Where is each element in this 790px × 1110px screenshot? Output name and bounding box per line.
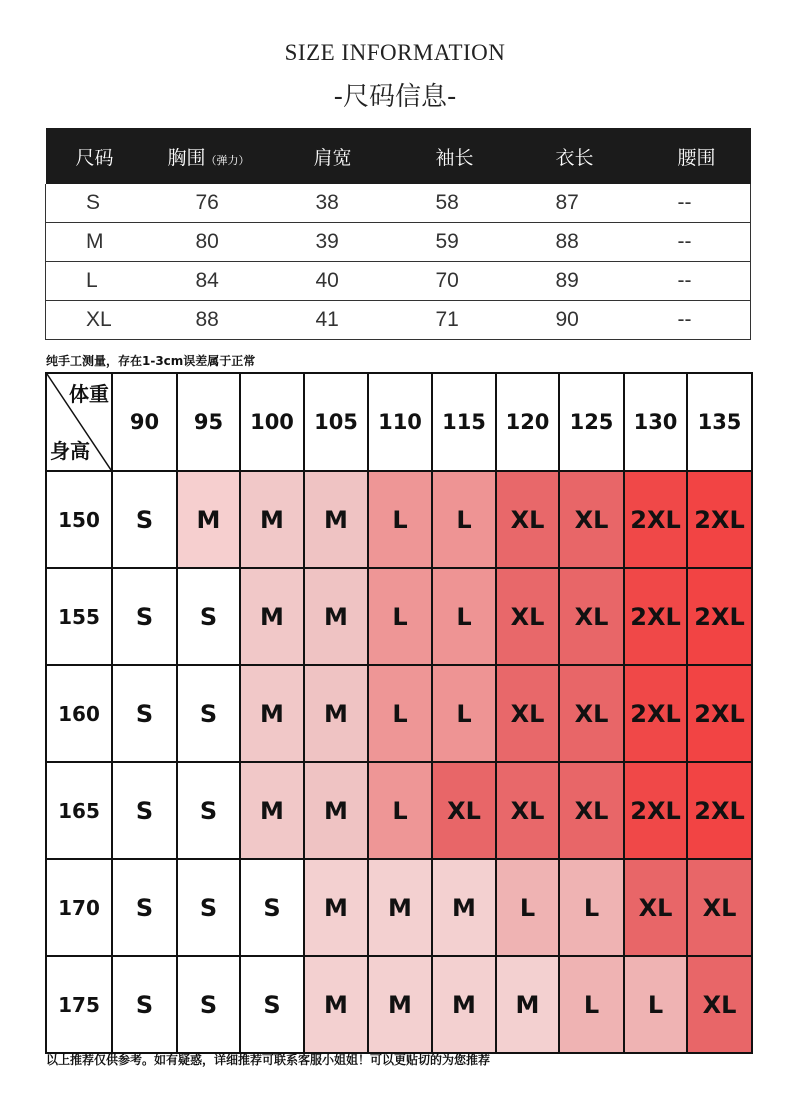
height-row <box>46 665 752 762</box>
measurement-row <box>46 262 751 301</box>
size-cell: S <box>112 471 177 568</box>
size-cell: XL <box>559 665 624 762</box>
size-cell: 2XL <box>624 762 687 859</box>
size-cell: M <box>496 956 559 1053</box>
size-cell: XL <box>559 762 624 859</box>
size-cell: S <box>112 568 177 665</box>
size-cell: L <box>368 568 432 665</box>
weight-header-cell: 105 <box>304 373 368 471</box>
height-label-cell: 150 <box>46 471 112 568</box>
size-cell: M <box>304 665 368 762</box>
size-cell: L <box>559 956 624 1053</box>
measurement-row <box>46 184 751 223</box>
measurement-row <box>46 223 751 262</box>
recommendation-note: 以上推荐仅供参考。如有疑惑，详细推荐可联系客服小姐姐！可以更贴切的为您推荐 <box>46 1053 491 1067</box>
size-cell: M <box>240 471 304 568</box>
measurement-note: 纯手工测量，存在1-3cm误差属于正常 <box>46 354 256 368</box>
measurement-cell: M <box>46 223 166 262</box>
size-cell: 2XL <box>624 665 687 762</box>
weight-header-cell: 115 <box>432 373 496 471</box>
size-cell: L <box>368 471 432 568</box>
measurement-cell: 89 <box>526 262 646 301</box>
measurement-cell: 39 <box>286 223 406 262</box>
size-cell: M <box>432 956 496 1053</box>
size-cell: S <box>112 762 177 859</box>
size-cell: L <box>368 665 432 762</box>
height-label-cell: 165 <box>46 762 112 859</box>
measurement-cell: 90 <box>526 301 646 340</box>
measurement-cell: 41 <box>286 301 406 340</box>
size-cell: M <box>368 859 432 956</box>
size-cell: M <box>304 568 368 665</box>
size-cell: M <box>177 471 240 568</box>
weight-header-cell: 90 <box>112 373 177 471</box>
size-cell: L <box>432 665 496 762</box>
header-length: 衣长 <box>526 128 646 184</box>
weight-header-cell: 95 <box>177 373 240 471</box>
height-label-cell: 155 <box>46 568 112 665</box>
measurement-cell: S <box>46 184 166 223</box>
measurement-cell: 88 <box>526 223 646 262</box>
height-row <box>46 956 752 1053</box>
measurement-cell: 76 <box>166 184 286 223</box>
corner-weight-label: 体重 <box>69 382 109 406</box>
measurement-cell: 59 <box>406 223 526 262</box>
size-cell: 2XL <box>687 762 752 859</box>
weight-header-row <box>46 373 752 471</box>
size-cell: S <box>177 665 240 762</box>
measurement-cell: -- <box>646 184 751 223</box>
measurement-cell: 58 <box>406 184 526 223</box>
title-chinese: -尺码信息- <box>333 82 457 112</box>
size-cell: XL <box>496 665 559 762</box>
weight-header-cell: 100 <box>240 373 304 471</box>
header-waist: 腰围 <box>646 128 751 184</box>
size-cell: XL <box>624 859 687 956</box>
header-chest-note: （弹力） <box>205 153 250 167</box>
header-sleeve: 袖长 <box>406 128 526 184</box>
size-cell: XL <box>496 471 559 568</box>
size-cell: 2XL <box>687 471 752 568</box>
measurement-cell: -- <box>646 223 751 262</box>
measurement-cell: -- <box>646 262 751 301</box>
measurement-cell: L <box>46 262 166 301</box>
size-cell: M <box>432 859 496 956</box>
weight-header-cell: 135 <box>687 373 752 471</box>
size-cell: 2XL <box>687 568 752 665</box>
header-chest-label: 胸围 <box>167 146 206 169</box>
header-chest <box>166 128 286 184</box>
size-cell: XL <box>687 859 752 956</box>
size-cell: M <box>304 762 368 859</box>
size-cell: 2XL <box>624 471 687 568</box>
header-shoulder: 肩宽 <box>286 128 406 184</box>
measurement-cell: 71 <box>406 301 526 340</box>
weight-header-cell: 125 <box>559 373 624 471</box>
measurement-cell: 40 <box>286 262 406 301</box>
size-cell: XL <box>496 568 559 665</box>
corner-height-label: 身高 <box>50 439 90 463</box>
size-recommendation-grid <box>45 372 753 1054</box>
size-cell: M <box>240 665 304 762</box>
size-cell: M <box>304 859 368 956</box>
measurement-cell: 38 <box>286 184 406 223</box>
size-cell: L <box>432 568 496 665</box>
size-cell: S <box>112 859 177 956</box>
size-cell: 2XL <box>687 665 752 762</box>
measurement-header-row <box>46 128 751 184</box>
height-label-cell: 170 <box>46 859 112 956</box>
size-cell: M <box>368 956 432 1053</box>
measurement-cell: 70 <box>406 262 526 301</box>
size-cell: L <box>368 762 432 859</box>
size-cell: XL <box>687 956 752 1053</box>
size-cell: M <box>304 956 368 1053</box>
size-cell: XL <box>432 762 496 859</box>
size-cell: S <box>240 956 304 1053</box>
size-cell: XL <box>559 568 624 665</box>
weight-header-cell: 130 <box>624 373 687 471</box>
height-label-cell: 160 <box>46 665 112 762</box>
weight-header-cell: 120 <box>496 373 559 471</box>
size-cell: S <box>112 665 177 762</box>
height-label-cell: 175 <box>46 956 112 1053</box>
size-cell: XL <box>496 762 559 859</box>
size-cell: S <box>177 956 240 1053</box>
size-cell: S <box>177 762 240 859</box>
height-row <box>46 859 752 956</box>
size-cell: L <box>432 471 496 568</box>
height-row <box>46 762 752 859</box>
header-size: 尺码 <box>46 128 166 184</box>
size-cell: S <box>177 859 240 956</box>
measurement-cell: 84 <box>166 262 286 301</box>
size-cell: S <box>177 568 240 665</box>
size-cell: XL <box>559 471 624 568</box>
size-cell: M <box>304 471 368 568</box>
measurement-cell: 87 <box>526 184 646 223</box>
measurement-table <box>45 128 751 340</box>
size-cell: L <box>496 859 559 956</box>
weight-header-cell: 110 <box>368 373 432 471</box>
measurement-cell: XL <box>46 301 166 340</box>
size-cell: S <box>112 956 177 1053</box>
height-row <box>46 471 752 568</box>
title-english: SIZE INFORMATION <box>284 40 506 65</box>
size-cell: M <box>240 762 304 859</box>
size-cell: 2XL <box>624 568 687 665</box>
measurement-cell: 88 <box>166 301 286 340</box>
corner-cell <box>46 373 112 471</box>
size-cell: L <box>559 859 624 956</box>
size-cell: M <box>240 568 304 665</box>
size-cell: S <box>240 859 304 956</box>
measurement-cell: -- <box>646 301 751 340</box>
measurement-cell: 80 <box>166 223 286 262</box>
measurement-row <box>46 301 751 340</box>
size-cell: L <box>624 956 687 1053</box>
height-row <box>46 568 752 665</box>
